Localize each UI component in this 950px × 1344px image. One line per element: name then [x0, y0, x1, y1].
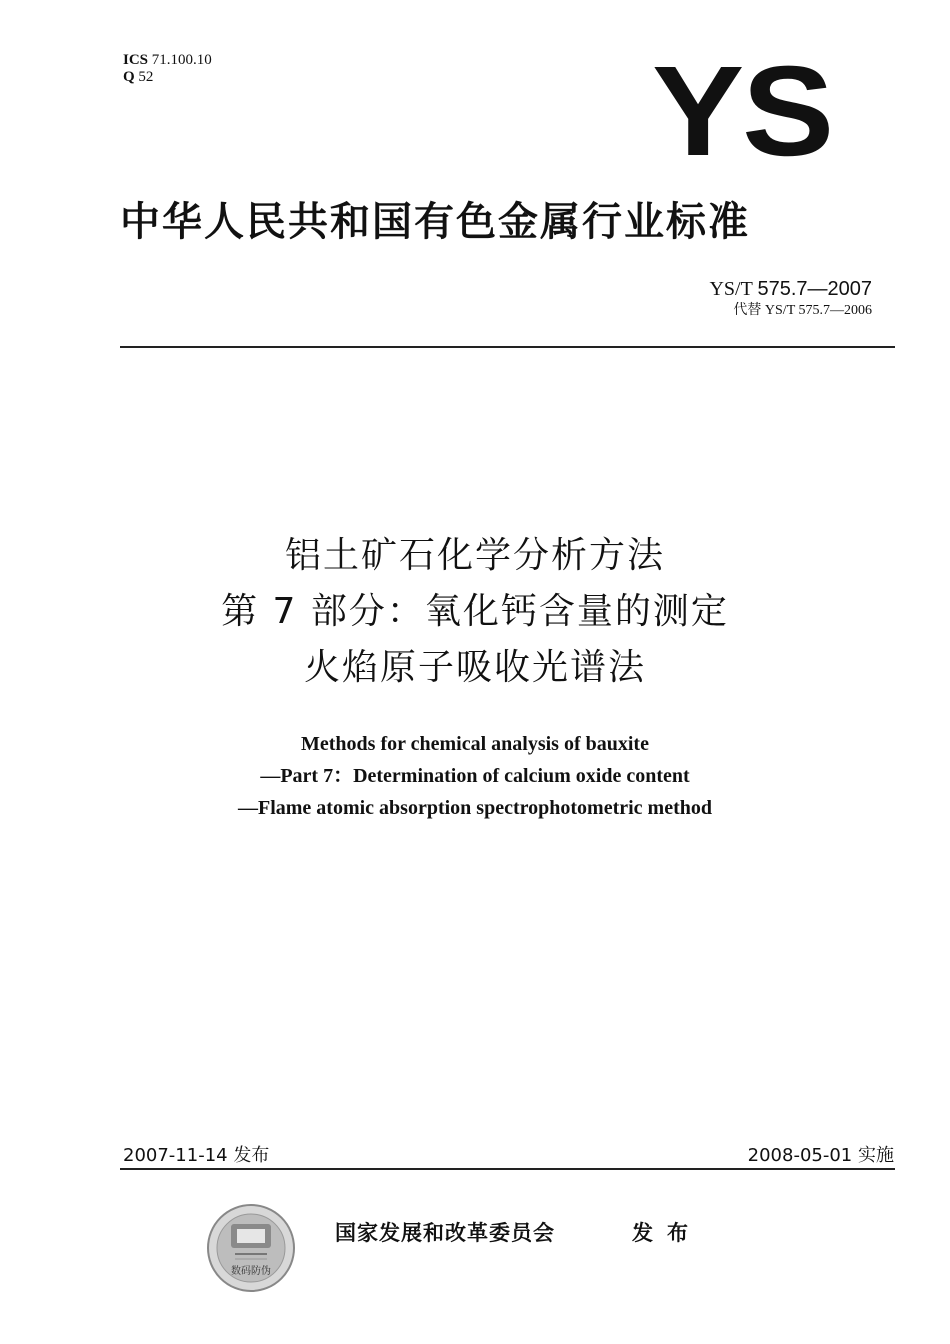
publish-label: 发布 [632, 1221, 702, 1245]
industry-standard-title: 中华人民共和国有色金属行业标准 [120, 199, 750, 245]
footer-divider [120, 1168, 895, 1170]
issue-date: 2007-11-14 发布 [123, 1145, 270, 1166]
replaces-standard: 代替 YS/T 575.7—2006 [733, 303, 872, 318]
publisher-name: 国家发展和改革委员会 [335, 1221, 555, 1245]
standard-number-prefix: YS/T [709, 278, 753, 300]
ics-code: 71.100.10 [151, 52, 212, 68]
ys-logo: YS [652, 40, 833, 183]
chinese-title-line-2: 第 7 部分：氧化钙含量的测定 [221, 591, 729, 632]
english-title-line-2: —Part 7：Determination of calcium oxide content [260, 765, 690, 787]
ccs-label: Q [123, 69, 135, 85]
implementation-date: 2008-05-01 实施 [747, 1145, 894, 1166]
english-title-line-1: Methods for chemical analysis of bauxite [301, 733, 649, 755]
chinese-title-line-1: 铝土矿石化学分析方法 [284, 535, 665, 576]
header-divider [120, 346, 895, 348]
chinese-title-line-3: 火焰原子吸收光谱法 [303, 647, 646, 688]
seal-text: 数码防伪 [231, 1266, 271, 1277]
classification-codes [123, 52, 212, 86]
standard-number [709, 278, 872, 301]
ccs-code: 52 [138, 69, 154, 85]
ics-label: ICS [123, 52, 149, 68]
chinese-title [0, 528, 950, 696]
english-title-line-3: —Flame atomic absorption spectrophotometric method [237, 797, 712, 819]
anti-counterfeit-seal-icon [205, 1202, 297, 1294]
standard-number-value: 575.7—2007 [757, 278, 872, 300]
english-title [0, 728, 950, 824]
